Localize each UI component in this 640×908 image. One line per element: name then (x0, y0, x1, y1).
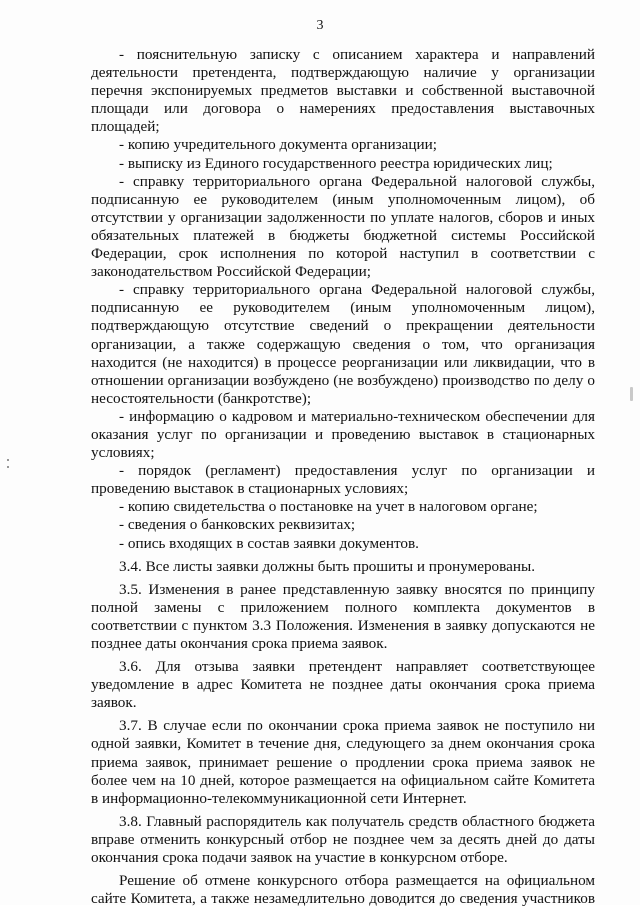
paragraph-cancellation-notice: Решение об отмене конкурсного отбора размещается на официальном сайте Комитета, а также незамедлительно доводится до сведения участников (91, 872, 595, 908)
paragraph-explanatory-note: - пояснительную записку с описанием характера и направлений деятельности претендента, подтверждающую наличие у организации перечня экспонируемых предметов выставки и собственной выставочной площади или договора о намерениях предоставления выставочных площадей; (91, 46, 595, 136)
paragraph-bank-details: - сведения о банковских реквизитах; (119, 516, 356, 534)
paragraph-registry-extract: - выписку из Единого государственного реестра юридических лиц; (119, 154, 553, 172)
paragraph-3-7: 3.7. В случае если по окончании срока приема заявок не поступило ни одной заявки, Комитет в течение дня, следующего за днем окончания срока приема заявок, принимает решение о продлении срока приема заявок не более чем на 10 дней, которое размещается на официальном сайте Комитета в информационно-телекоммуникационной сети Интернет. (91, 717, 595, 807)
paragraph-3-8: 3.8. Главный распорядитель как получатель средств областного бюджета вправе отменить конкурсный отбор не позднее чем за десять дней до даты окончания срока подачи заявок на участие в конкурсном отборе. (91, 812, 595, 867)
paragraph-charter-copy: - копию учредительного документа организации; (119, 136, 437, 154)
scan-edge-mark (630, 387, 633, 401)
paragraph-3-5: 3.5. Изменения в ранее представленную заявку вносятся по принципу полной замены с приложением полного комплекта документов в соответствии с пунктом 3.3 Положения. Изменения в заявку допускаются не позднее даты окончания срока приема заявок. (91, 580, 595, 652)
scan-dot (7, 466, 9, 468)
paragraph-tax-certificate-debt: - справку территориального органа Федеральной налоговой службы, подписанную ее руководителем (иным уполномоченным лицом), об отсутствии у организации задолженности по уплате налогов, сборов и иных обязательных платежей в бюджеты бюджетной системы Российской Федерации, срок исполнения по которой наступил в соответствии с законодательством Российской Федерации; (91, 172, 595, 281)
paragraph-inventory: - опись входящих в состав заявки документов. (119, 534, 419, 552)
paragraph-3-6: 3.6. Для отзыва заявки претендент направляет соответствующее уведомление в адрес Комитета не позднее даты окончания срока приема заявок. (91, 658, 595, 712)
page-number: 3 (316, 18, 324, 33)
document-body (91, 46, 595, 908)
paragraph-service-procedure: - порядок (регламент) предоставления услуг по организации и проведению выставок в стационарных условиях; (91, 462, 595, 498)
scan-dot (7, 459, 9, 461)
paragraph-3-4: 3.4. Все листы заявки должны быть прошиты и пронумерованы. (119, 557, 535, 575)
paragraph-tax-registration: - копию свидетельства о постановке на учет в налоговом органе; (119, 498, 538, 516)
paragraph-staff-resources: - информацию о кадровом и материально-техническом обеспечении для оказания услуг по организации и проведению выставок в стационарных условиях; (91, 407, 595, 462)
paragraph-tax-certificate-activity: - справку территориального органа Федеральной налоговой службы, подписанную ее руководителем (иным уполномоченным лицом), подтверждающую отсутствие сведений о прекращении деятельности организации, а также содержащую сведения о том, что организация находится (не находится) в процессе реорганизации или ликвидации, что в отношении организации возбуждено (не возбуждено) производство по делу о несостоятельности (банкротстве); (91, 281, 595, 407)
